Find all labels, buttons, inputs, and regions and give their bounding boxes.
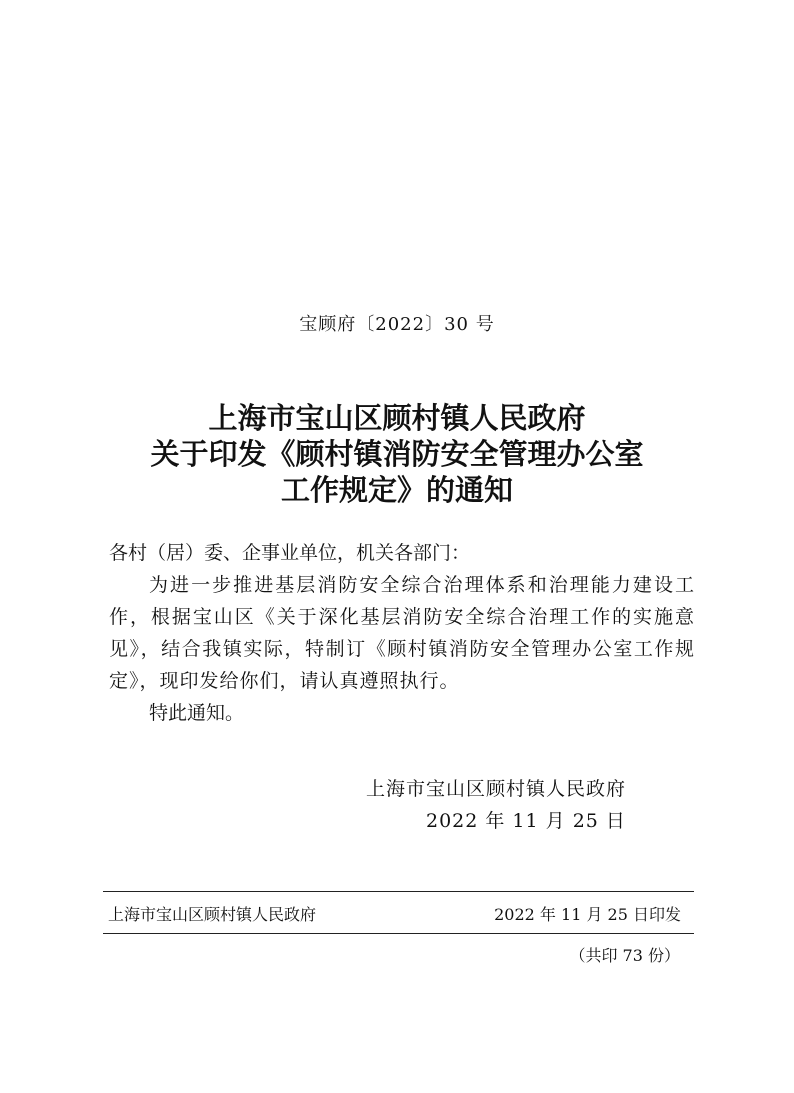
copies-count: （共印 73 份） [569, 946, 680, 965]
addressee: 各村（居）委、企事业单位，机关各部门： [109, 542, 471, 564]
document-number: 宝顾府〔2022〕30 号 [299, 314, 495, 335]
footer-bottom-rule [103, 933, 694, 934]
title-line-1: 上海市宝山区顾村镇人民政府 [208, 401, 586, 435]
document-title [0, 400, 794, 508]
signature-date: 2022 年 11 月 25 日 [426, 810, 626, 832]
signature-organization: 上海市宝山区顾村镇人民政府 [366, 778, 627, 800]
title-line-3: 工作规定》的通知 [280, 473, 513, 507]
title-line-2: 关于印发《顾村镇消防安全管理办公室 [150, 437, 644, 471]
footer-issue-date: 2022 年 11 月 25 日印发 [494, 905, 681, 924]
closing-remark: 特此通知。 [149, 702, 245, 724]
footer-top-rule [103, 891, 694, 892]
footer-issuer: 上海市宝山区顾村镇人民政府 [108, 905, 317, 924]
body-paragraph: 为进一步推进基层消防安全综合治理体系和治理能力建设工作，根据宝山区《关于深化基层消防安全综合治理工作的实施意见》，结合我镇实际，特制订《顾村镇消防安全管理办公室工作规定》，现印发给你们，请认真遵照执行。 [109, 574, 695, 692]
